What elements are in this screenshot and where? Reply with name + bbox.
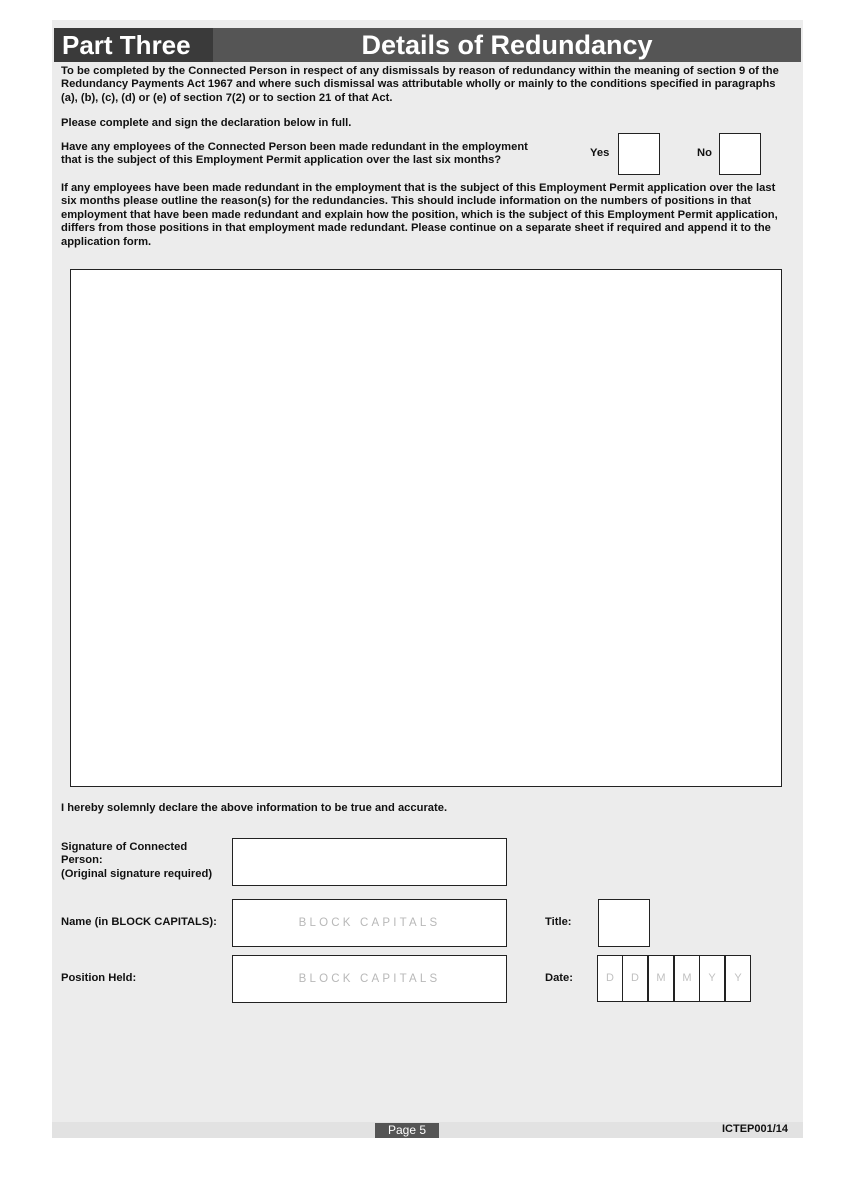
redundancy-question: Have any employees of the Connected Person been made redundant in the employment that is the subject of this Employment Permit application over the last six months? [61,141,528,167]
date-year-2[interactable]: Y [725,955,751,1002]
signature-label: Signature of Connected Person: (Original signature required) [61,841,213,880]
declaration-text: I hereby solemnly declare the above information to be true and accurate. [61,802,448,814]
date-month-1[interactable]: M [648,955,674,1002]
date-month-2[interactable]: M [674,955,700,1002]
date-day-1[interactable]: D [597,955,623,1002]
yes-checkbox[interactable] [618,133,660,175]
redundancy-details-textarea[interactable] [70,269,782,787]
document-code: ICTEP001/14 [722,1123,789,1135]
name-label: Name (in BLOCK CAPITALS): [61,916,217,928]
position-label: Position Held: [61,972,137,984]
date-label: Date: [545,972,573,984]
section-header [54,28,801,62]
yes-label: Yes [590,147,610,159]
section-title: Details of Redundancy [361,30,653,60]
no-label: No [697,147,712,159]
intro-text: To be completed by the Connected Person in respect of any dismissals by reason of redundancy within the meaning of section 9 of the Redundancy Payments Act 1967 and where such dismissal was attributable wholly or mainly to the conditions specified in paragraphs (a), (b), (c), (d) or (e) of section 7(2) or to section 21 of that Act. [61,65,779,104]
signature-field[interactable] [232,838,507,886]
position-placeholder: BLOCK CAPITALS [298,973,441,985]
name-field[interactable] [232,899,507,947]
part-label: Part Three [54,28,213,62]
position-field[interactable] [232,955,507,1003]
date-year-1[interactable]: Y [699,955,725,1002]
title-label: Title: [545,916,572,928]
title-field[interactable] [598,899,650,947]
instruction-text: Please complete and sign the declaration below in full. [61,117,352,129]
date-day-2[interactable]: D [622,955,648,1002]
details-prompt: If any employees have been made redundant in the employment that is the subject of this Employment Permit application over the last six months please outline the reason(s) for the redundancies. This should include information on the numbers of positions in that employment that have been made redundant and explain how the position, which is the subject of this Employment Permit application, differs from those positions in that employment made redundant. Please continue on a separate sheet if required and append it to the application form. [61,182,778,248]
no-checkbox[interactable] [719,133,761,175]
name-placeholder: BLOCK CAPITALS [298,917,441,929]
page-number: Page 5 [375,1123,439,1138]
